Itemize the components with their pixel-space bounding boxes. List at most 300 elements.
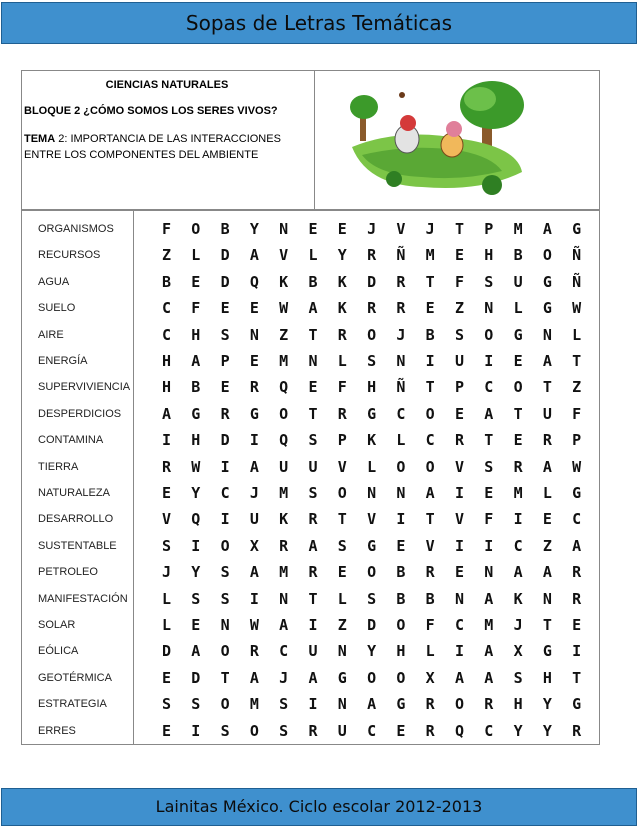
grid-letter[interactable]: C (161, 299, 172, 318)
grid-letter[interactable]: O (367, 668, 377, 687)
grid-letter[interactable]: K (337, 299, 347, 318)
grid-letter[interactable]: X (513, 642, 523, 661)
grid-letter[interactable]: J (161, 563, 172, 582)
grid-letter[interactable]: C (367, 721, 377, 740)
grid-letter[interactable]: A (367, 695, 377, 714)
grid-letter[interactable]: I (191, 536, 201, 555)
grid-letter[interactable]: C (220, 484, 230, 502)
grid-letter[interactable]: R (425, 721, 435, 740)
grid-letter[interactable]: L (191, 246, 201, 265)
grid-letter[interactable]: Ñ (396, 246, 406, 265)
grid-letter[interactable]: E (513, 352, 523, 370)
grid-letter[interactable]: L (337, 352, 347, 370)
grid-letter[interactable]: A (249, 563, 259, 582)
grid-letter[interactable]: D (220, 272, 230, 291)
grid-letter[interactable]: U (279, 457, 289, 476)
grid-letter[interactable]: R (396, 272, 406, 291)
grid-letter[interactable]: R (396, 299, 406, 318)
grid-letter[interactable]: R (308, 510, 318, 529)
grid-letter[interactable]: W (191, 457, 201, 476)
grid-letter[interactable]: A (513, 563, 523, 582)
grid-letter[interactable]: Q (279, 431, 289, 450)
grid-letter[interactable]: D (220, 431, 230, 450)
grid-letter[interactable]: D (220, 246, 230, 265)
grid-letter[interactable]: J (396, 325, 406, 344)
grid-letter[interactable]: S (279, 695, 289, 714)
grid-letter[interactable]: M (425, 246, 435, 265)
grid-letter[interactable]: T (542, 616, 552, 634)
grid-letter[interactable]: G (396, 695, 406, 714)
grid-letter[interactable]: J (367, 220, 377, 238)
grid-letter[interactable]: E (220, 299, 230, 318)
grid-letter[interactable]: S (454, 325, 465, 344)
grid-letter[interactable]: C (454, 616, 465, 634)
grid-letter[interactable]: L (337, 589, 347, 608)
grid-letter[interactable]: C (513, 536, 523, 555)
grid-letter[interactable]: H (161, 378, 172, 397)
grid-letter[interactable]: E (454, 246, 465, 265)
grid-letter[interactable]: T (220, 668, 230, 687)
grid-letter[interactable]: Z (572, 378, 582, 397)
grid-letter[interactable]: Y (542, 721, 552, 740)
grid-letter[interactable]: U (513, 272, 523, 291)
grid-letter[interactable]: T (308, 589, 318, 608)
grid-letter[interactable]: F (484, 510, 494, 529)
grid-letter[interactable]: S (220, 721, 230, 740)
grid-letter[interactable]: O (367, 563, 377, 582)
grid-letter[interactable]: V (454, 510, 465, 529)
grid-letter[interactable]: A (249, 246, 259, 265)
grid-letter[interactable]: Y (337, 246, 347, 265)
grid-letter[interactable]: E (454, 563, 465, 582)
grid-letter[interactable]: E (337, 563, 347, 582)
grid-letter[interactable]: X (249, 536, 259, 555)
grid-letter[interactable]: Y (513, 721, 523, 740)
grid-letter[interactable]: P (337, 431, 347, 450)
grid-letter[interactable]: Z (161, 246, 172, 265)
grid-letter[interactable]: M (513, 484, 523, 502)
grid-letter[interactable]: N (396, 484, 406, 502)
grid-letter[interactable]: E (542, 510, 552, 529)
grid-letter[interactable]: N (542, 325, 552, 344)
grid-letter[interactable]: R (279, 536, 289, 555)
grid-letter[interactable]: I (161, 431, 172, 450)
grid-letter[interactable]: S (337, 536, 347, 555)
grid-letter[interactable]: F (425, 616, 435, 634)
grid-letter[interactable]: W (572, 299, 582, 318)
grid-letter[interactable]: A (249, 668, 259, 687)
grid-letter[interactable]: O (513, 378, 523, 397)
grid-letter[interactable]: I (249, 431, 259, 450)
grid-letter[interactable]: T (308, 325, 318, 344)
grid-letter[interactable]: N (308, 352, 318, 370)
grid-letter[interactable]: C (396, 404, 406, 423)
grid-letter[interactable]: T (484, 431, 494, 450)
grid-letter[interactable]: Ñ (572, 246, 582, 265)
grid-letter[interactable]: G (367, 536, 377, 555)
grid-letter[interactable]: I (572, 642, 582, 661)
grid-letter[interactable]: U (308, 457, 318, 476)
grid-letter[interactable]: N (337, 695, 347, 714)
grid-letter[interactable]: I (454, 642, 465, 661)
grid-letter[interactable]: U (454, 352, 465, 370)
grid-letter[interactable]: S (367, 352, 377, 370)
grid-letter[interactable]: S (220, 325, 230, 344)
grid-letter[interactable]: J (249, 484, 259, 502)
grid-letter[interactable]: F (191, 299, 201, 318)
grid-letter[interactable]: O (484, 325, 494, 344)
grid-letter[interactable]: E (161, 484, 172, 502)
grid-letter[interactable]: R (572, 563, 582, 582)
grid-letter[interactable]: S (513, 668, 523, 687)
grid-letter[interactable]: Q (454, 721, 465, 740)
grid-letter[interactable]: O (279, 404, 289, 423)
grid-letter[interactable]: R (454, 431, 465, 450)
grid-letter[interactable]: F (337, 378, 347, 397)
grid-letter[interactable]: K (513, 589, 523, 608)
grid-letter[interactable]: A (308, 299, 318, 318)
grid-letter[interactable]: N (542, 589, 552, 608)
grid-letter[interactable]: G (542, 299, 552, 318)
grid-letter[interactable]: V (279, 246, 289, 265)
grid-letter[interactable]: G (572, 220, 582, 238)
grid-letter[interactable]: C (279, 642, 289, 661)
grid-letter[interactable]: A (572, 536, 582, 555)
grid-letter[interactable]: I (220, 510, 230, 529)
grid-letter[interactable]: Y (367, 642, 377, 661)
grid-letter[interactable]: I (220, 457, 230, 476)
grid-letter[interactable]: B (308, 272, 318, 291)
grid-letter[interactable]: B (161, 272, 172, 291)
grid-letter[interactable]: F (572, 404, 582, 423)
grid-letter[interactable]: M (484, 616, 494, 634)
grid-letter[interactable]: Z (337, 616, 347, 634)
grid-letter[interactable]: O (220, 642, 230, 661)
grid-letter[interactable]: E (396, 721, 406, 740)
grid-letter[interactable]: H (191, 325, 201, 344)
grid-letter[interactable]: R (337, 404, 347, 423)
grid-letter[interactable]: S (308, 484, 318, 502)
grid-letter[interactable]: E (191, 616, 201, 634)
grid-letter[interactable]: A (191, 642, 201, 661)
grid-letter[interactable]: L (367, 457, 377, 476)
grid-letter[interactable]: E (161, 721, 172, 740)
grid-letter[interactable]: A (484, 642, 494, 661)
grid-letter[interactable]: B (220, 220, 230, 238)
grid-letter[interactable]: R (337, 325, 347, 344)
grid-letter[interactable]: R (572, 589, 582, 608)
grid-letter[interactable]: U (249, 510, 259, 529)
grid-letter[interactable]: E (425, 299, 435, 318)
grid-letter[interactable]: E (572, 616, 582, 634)
grid-letter[interactable]: U (308, 642, 318, 661)
grid-letter[interactable]: Q (279, 378, 289, 397)
grid-letter[interactable]: O (220, 536, 230, 555)
grid-letter[interactable]: F (454, 272, 465, 291)
grid-letter[interactable]: E (249, 299, 259, 318)
grid-letter[interactable]: S (161, 536, 172, 555)
grid-letter[interactable]: X (425, 668, 435, 687)
grid-letter[interactable]: G (542, 272, 552, 291)
grid-letter[interactable]: L (161, 589, 172, 608)
grid-letter[interactable]: W (572, 457, 582, 476)
grid-letter[interactable]: H (367, 378, 377, 397)
grid-letter[interactable]: O (396, 457, 406, 476)
grid-letter[interactable]: B (425, 325, 435, 344)
grid-letter[interactable]: Y (542, 695, 552, 714)
grid-letter[interactable]: S (161, 695, 172, 714)
grid-letter[interactable]: T (572, 668, 582, 687)
grid-letter[interactable]: R (220, 404, 230, 423)
grid-letter[interactable]: M (279, 352, 289, 370)
grid-letter[interactable]: K (367, 431, 377, 450)
grid-letter[interactable]: Y (249, 220, 259, 238)
grid-letter[interactable]: H (396, 642, 406, 661)
grid-letter[interactable]: L (572, 325, 582, 344)
grid-letter[interactable]: N (337, 642, 347, 661)
grid-letter[interactable]: T (308, 404, 318, 423)
grid-letter[interactable]: O (425, 457, 435, 476)
grid-letter[interactable]: N (367, 484, 377, 502)
grid-letter[interactable]: L (396, 431, 406, 450)
grid-letter[interactable]: Z (542, 536, 552, 555)
grid-letter[interactable]: L (308, 246, 318, 265)
grid-letter[interactable]: N (279, 220, 289, 238)
grid-letter[interactable]: A (542, 352, 552, 370)
grid-letter[interactable]: V (454, 457, 465, 476)
grid-letter[interactable]: R (425, 695, 435, 714)
grid-letter[interactable]: R (367, 246, 377, 265)
grid-letter[interactable]: G (572, 695, 582, 714)
grid-letter[interactable]: G (542, 642, 552, 661)
grid-letter[interactable]: V (425, 536, 435, 555)
grid-letter[interactable]: T (572, 352, 582, 370)
grid-letter[interactable]: H (513, 695, 523, 714)
grid-letter[interactable]: R (367, 299, 377, 318)
grid-letter[interactable]: I (308, 616, 318, 634)
grid-letter[interactable]: E (484, 484, 494, 502)
grid-letter[interactable]: A (484, 668, 494, 687)
grid-letter[interactable]: U (337, 721, 347, 740)
grid-letter[interactable]: S (220, 563, 230, 582)
grid-letter[interactable]: L (542, 484, 552, 502)
grid-letter[interactable]: R (484, 695, 494, 714)
grid-letter[interactable]: J (513, 616, 523, 634)
grid-letter[interactable]: Z (454, 299, 465, 318)
grid-letter[interactable]: I (484, 352, 494, 370)
grid-letter[interactable]: A (484, 589, 494, 608)
grid-letter[interactable]: A (454, 668, 465, 687)
grid-letter[interactable]: O (249, 721, 259, 740)
grid-letter[interactable]: A (542, 457, 552, 476)
grid-letter[interactable]: W (249, 616, 259, 634)
grid-letter[interactable]: G (191, 404, 201, 423)
grid-letter[interactable]: N (454, 589, 465, 608)
grid-letter[interactable]: L (425, 642, 435, 661)
grid-letter[interactable]: I (396, 510, 406, 529)
grid-letter[interactable]: A (425, 484, 435, 502)
grid-letter[interactable]: M (513, 220, 523, 238)
grid-letter[interactable]: B (396, 563, 406, 582)
grid-letter[interactable]: L (513, 299, 523, 318)
grid-letter[interactable]: O (454, 695, 465, 714)
grid-letter[interactable]: B (396, 589, 406, 608)
grid-letter[interactable]: N (484, 563, 494, 582)
grid-letter[interactable]: R (425, 563, 435, 582)
grid-letter[interactable]: Y (191, 563, 201, 582)
grid-letter[interactable]: H (484, 246, 494, 265)
grid-letter[interactable]: Z (279, 325, 289, 344)
grid-letter[interactable]: A (279, 616, 289, 634)
grid-letter[interactable]: S (191, 695, 201, 714)
grid-letter[interactable]: E (249, 352, 259, 370)
grid-letter[interactable]: A (484, 404, 494, 423)
grid-letter[interactable]: S (484, 272, 494, 291)
grid-letter[interactable]: A (308, 668, 318, 687)
grid-letter[interactable]: G (513, 325, 523, 344)
grid-letter[interactable]: B (425, 589, 435, 608)
grid-letter[interactable]: P (220, 352, 230, 370)
grid-letter[interactable]: T (425, 510, 435, 529)
grid-letter[interactable]: G (367, 404, 377, 423)
grid-letter[interactable]: I (191, 721, 201, 740)
grid-letter[interactable]: W (279, 299, 289, 318)
grid-letter[interactable]: H (191, 431, 201, 450)
grid-letter[interactable]: O (337, 484, 347, 502)
grid-letter[interactable]: K (279, 510, 289, 529)
grid-letter[interactable]: S (220, 589, 230, 608)
grid-letter[interactable]: G (337, 668, 347, 687)
grid-letter[interactable]: D (367, 272, 377, 291)
grid-letter[interactable]: C (425, 431, 435, 450)
grid-letter[interactable]: O (396, 616, 406, 634)
grid-letter[interactable]: I (513, 510, 523, 529)
grid-letter[interactable]: E (308, 378, 318, 397)
grid-letter[interactable]: V (396, 220, 406, 238)
grid-letter[interactable]: V (337, 457, 347, 476)
grid-letter[interactable]: E (396, 536, 406, 555)
grid-letter[interactable]: V (367, 510, 377, 529)
grid-letter[interactable]: T (425, 378, 435, 397)
grid-letter[interactable]: K (337, 272, 347, 291)
grid-letter[interactable]: O (367, 325, 377, 344)
grid-letter[interactable]: E (454, 404, 465, 423)
grid-letter[interactable]: O (220, 695, 230, 714)
grid-letter[interactable]: M (249, 695, 259, 714)
grid-letter[interactable]: N (484, 299, 494, 318)
grid-letter[interactable]: T (454, 220, 465, 238)
grid-letter[interactable]: P (454, 378, 465, 397)
grid-letter[interactable]: G (249, 404, 259, 423)
grid-letter[interactable]: A (542, 220, 552, 238)
grid-letter[interactable]: E (513, 431, 523, 450)
grid-letter[interactable]: G (572, 484, 582, 502)
grid-letter[interactable]: J (279, 668, 289, 687)
grid-letter[interactable]: I (249, 589, 259, 608)
grid-letter[interactable]: A (249, 457, 259, 476)
grid-letter[interactable]: C (484, 721, 494, 740)
grid-letter[interactable]: I (484, 536, 494, 555)
grid-letter[interactable]: R (249, 378, 259, 397)
grid-letter[interactable]: O (425, 404, 435, 423)
grid-letter[interactable]: I (454, 484, 465, 502)
grid-letter[interactable]: A (542, 563, 552, 582)
grid-letter[interactable]: Q (249, 272, 259, 291)
grid-letter[interactable]: A (308, 536, 318, 555)
grid-letter[interactable]: N (279, 589, 289, 608)
grid-letter[interactable]: O (191, 220, 201, 238)
grid-letter[interactable]: Ñ (572, 272, 582, 291)
grid-letter[interactable]: H (542, 668, 552, 687)
grid-letter[interactable]: S (308, 431, 318, 450)
grid-letter[interactable]: T (513, 404, 523, 423)
grid-letter[interactable]: E (220, 378, 230, 397)
grid-letter[interactable]: S (279, 721, 289, 740)
grid-letter[interactable]: S (484, 457, 494, 476)
grid-letter[interactable]: R (513, 457, 523, 476)
grid-letter[interactable]: J (425, 220, 435, 238)
grid-letter[interactable]: M (279, 563, 289, 582)
grid-letter[interactable]: R (308, 721, 318, 740)
grid-letter[interactable]: O (542, 246, 552, 265)
grid-letter[interactable]: B (513, 246, 523, 265)
grid-letter[interactable]: C (161, 325, 172, 344)
grid-letter[interactable]: Q (191, 510, 201, 529)
grid-letter[interactable]: N (220, 616, 230, 634)
grid-letter[interactable]: S (191, 589, 201, 608)
grid-letter[interactable]: C (484, 378, 494, 397)
grid-letter[interactable]: P (572, 431, 582, 450)
grid-letter[interactable]: R (249, 642, 259, 661)
grid-letter[interactable]: D (367, 616, 377, 634)
grid-letter[interactable]: F (161, 220, 172, 238)
grid-letter[interactable]: I (425, 352, 435, 370)
grid-letter[interactable]: C (572, 510, 582, 529)
grid-letter[interactable]: R (161, 457, 172, 476)
grid-letter[interactable]: P (484, 220, 494, 238)
grid-letter[interactable]: O (396, 668, 406, 687)
grid-letter[interactable]: N (249, 325, 259, 344)
grid-letter[interactable]: I (454, 536, 465, 555)
grid-letter[interactable]: M (279, 484, 289, 502)
grid-letter[interactable]: E (308, 220, 318, 238)
grid-letter[interactable]: Y (191, 484, 201, 502)
grid-letter[interactable]: I (308, 695, 318, 714)
grid-letter[interactable]: S (367, 589, 377, 608)
grid-letter[interactable]: R (572, 721, 582, 740)
grid-letter[interactable]: D (161, 642, 172, 661)
grid-letter[interactable]: A (161, 404, 172, 423)
grid-letter[interactable]: T (542, 378, 552, 397)
grid-letter[interactable]: B (191, 378, 201, 397)
grid-letter[interactable]: R (308, 563, 318, 582)
grid-letter[interactable]: T (425, 272, 435, 291)
grid-letter[interactable]: N (396, 352, 406, 370)
grid-letter[interactable]: T (337, 510, 347, 529)
grid-letter[interactable]: K (279, 272, 289, 291)
grid-letter[interactable]: R (542, 431, 552, 450)
grid-letter[interactable]: V (161, 510, 172, 529)
grid-letter[interactable]: E (337, 220, 347, 238)
grid-letter[interactable]: U (542, 404, 552, 423)
grid-letter[interactable]: E (191, 272, 201, 291)
grid-letter[interactable]: L (161, 616, 172, 634)
grid-letter[interactable]: H (161, 352, 172, 370)
grid-letter[interactable]: Ñ (396, 378, 406, 397)
grid-letter[interactable]: D (191, 668, 201, 687)
grid-letter[interactable]: A (191, 352, 201, 370)
grid-letter[interactable]: E (161, 668, 172, 687)
